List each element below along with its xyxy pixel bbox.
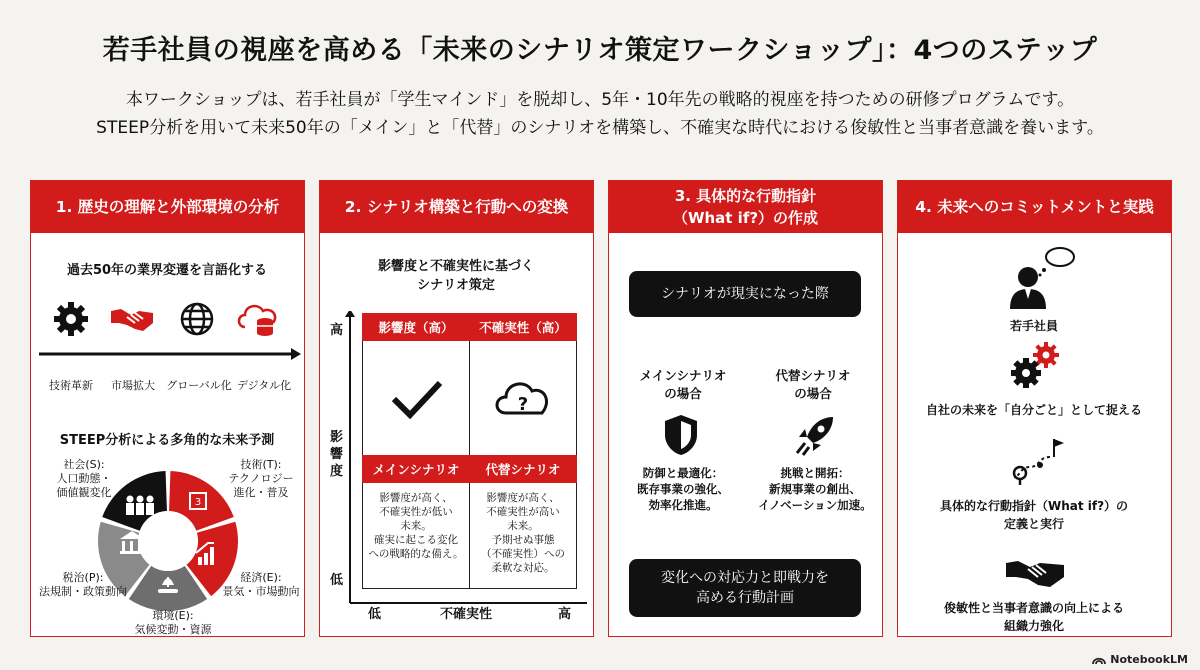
shield-icon: [661, 413, 701, 457]
org-strength-label: 俊敏性と当事者意識の向上による 組織力強化: [943, 601, 1124, 633]
cloud-database-icon: [235, 297, 281, 339]
matrix-head-uncertainty-high: 不確実性（高）: [469, 313, 577, 341]
steep-environment: 環境(E): 気候変動・資源: [134, 609, 212, 636]
x-axis-low: 低: [368, 607, 382, 622]
matrix-head-impact-high: 影響度（高）: [362, 313, 470, 341]
panel-3-header: 3. 具体的な行動指針 （What if?）の作成: [609, 181, 882, 233]
panel-step-3: [608, 180, 883, 637]
people-icon: [126, 496, 154, 516]
notebooklm-logo: [1092, 653, 1188, 666]
y-axis-label: 影響度: [330, 430, 344, 479]
action-guideline-label: 具体的な行動指針（What if?）の 定義と実行: [939, 499, 1129, 531]
globe-icon: [177, 299, 217, 339]
panel-step-1: [30, 180, 305, 637]
young-employee-label: 若手社員: [1009, 319, 1058, 333]
matrix-title: 影響度と不確実性に基づく シナリオ策定: [377, 259, 534, 293]
icon-label-digital: デジタル化: [236, 379, 292, 392]
panel-step-2: [319, 180, 594, 637]
icon-label-global: グローバル化: [166, 379, 232, 392]
gears-icon: [1010, 341, 1062, 391]
timeline-arrow: [39, 347, 301, 361]
svg-text:?: ?: [517, 394, 529, 415]
alt-scenario-title: 代替シナリオ の場合: [775, 368, 851, 401]
y-axis-low: 低: [330, 573, 344, 588]
matrix-head-alt-scenario: 代替シナリオ: [469, 455, 577, 483]
person-thinking-icon: [1008, 245, 1078, 311]
x-axis-label: 不確実性: [440, 607, 493, 622]
panel-step-4: [897, 180, 1172, 637]
rocket-icon: [793, 413, 837, 457]
handshake-dark-icon: [1004, 549, 1066, 593]
industry-history-title: 過去50年の業界変遷を言語化する: [66, 263, 268, 278]
path-flag-icon: [1010, 435, 1066, 487]
cloud-question-icon: [492, 375, 554, 419]
subtitle-line-1: 本ワークショップは、若手社員が「学生マインド」を脱却し、5年・10年先の戦略的視座を持つための研修プログラムです。: [125, 90, 1075, 110]
checkmark-icon: [390, 377, 444, 421]
subtitle-line-2: STEEP分析を用いて未来50年の「メイン」と「代替」のシナリオを構築し、不確実な時代における俊敏性と当事者意識を養います。: [96, 118, 1104, 138]
own-future-label: 自社の未来を「自分ごと」として捉える: [925, 403, 1142, 417]
main-scenario-action: 防御と最適化： 既存事業の強化、 効率化推進。: [637, 466, 729, 512]
icon-label-market: 市場拡大: [111, 379, 155, 392]
steep-politics: 税治(P): 法規制・政策動向: [39, 571, 127, 598]
icon-label-tech: 技術革新: [49, 379, 93, 392]
svg-text:3: 3: [194, 497, 202, 508]
handshake-icon: [109, 299, 155, 339]
scenario-realized-box: シナリオが現実になった際: [629, 271, 861, 317]
matrix-head-main-scenario: メインシナリオ: [362, 455, 470, 483]
x-axis-high: 高: [558, 607, 572, 622]
main-scenario-title: メインシナリオ の場合: [639, 368, 727, 401]
logo-icon: [1092, 655, 1106, 665]
panel-4-header: 4. 未来へのコミットメントと実践: [898, 181, 1171, 233]
alt-scenario-desc: 影響度が高く、 不確実性が高い 未来。 予期せぬ事態 （不確実性）への 柔軟な対応。: [481, 492, 565, 574]
steep-economy: 経済(E): 景気・市場動向: [222, 571, 300, 598]
steep-social: 社会(S): 人口動態・ 価値観変化: [56, 458, 112, 499]
page-subtitle: [0, 86, 1200, 142]
steep-title: STEEP分析による多角的な未来予測: [59, 433, 275, 448]
alt-scenario-action: 挑戦と開拓： 新規事業の創出、 イノベーション加速。: [758, 466, 872, 512]
logo-text: NotebookLM: [1110, 653, 1188, 666]
page-title: 若手社員の視座を高める「未来のシナリオ策定ワークショップ」：4つのステップ: [102, 35, 1098, 66]
steep-technology: 技術(T): テクノロジー 進化・普及: [228, 458, 294, 499]
panel-1-header: 1. 歴史の理解と外部環境の分析: [31, 181, 304, 233]
main-scenario-desc: 影響度が高く、 不確実性が低い 未来。 確実に起こる変化 への戦略的な備え。: [368, 492, 464, 560]
y-axis-high: 高: [330, 323, 344, 338]
gear-icon: [51, 299, 91, 339]
panel-2-header: 2. シナリオ構築と行動への変換: [320, 181, 593, 233]
action-plan-box: 変化への対応力と即戦力を 高める行動計画: [629, 559, 861, 617]
